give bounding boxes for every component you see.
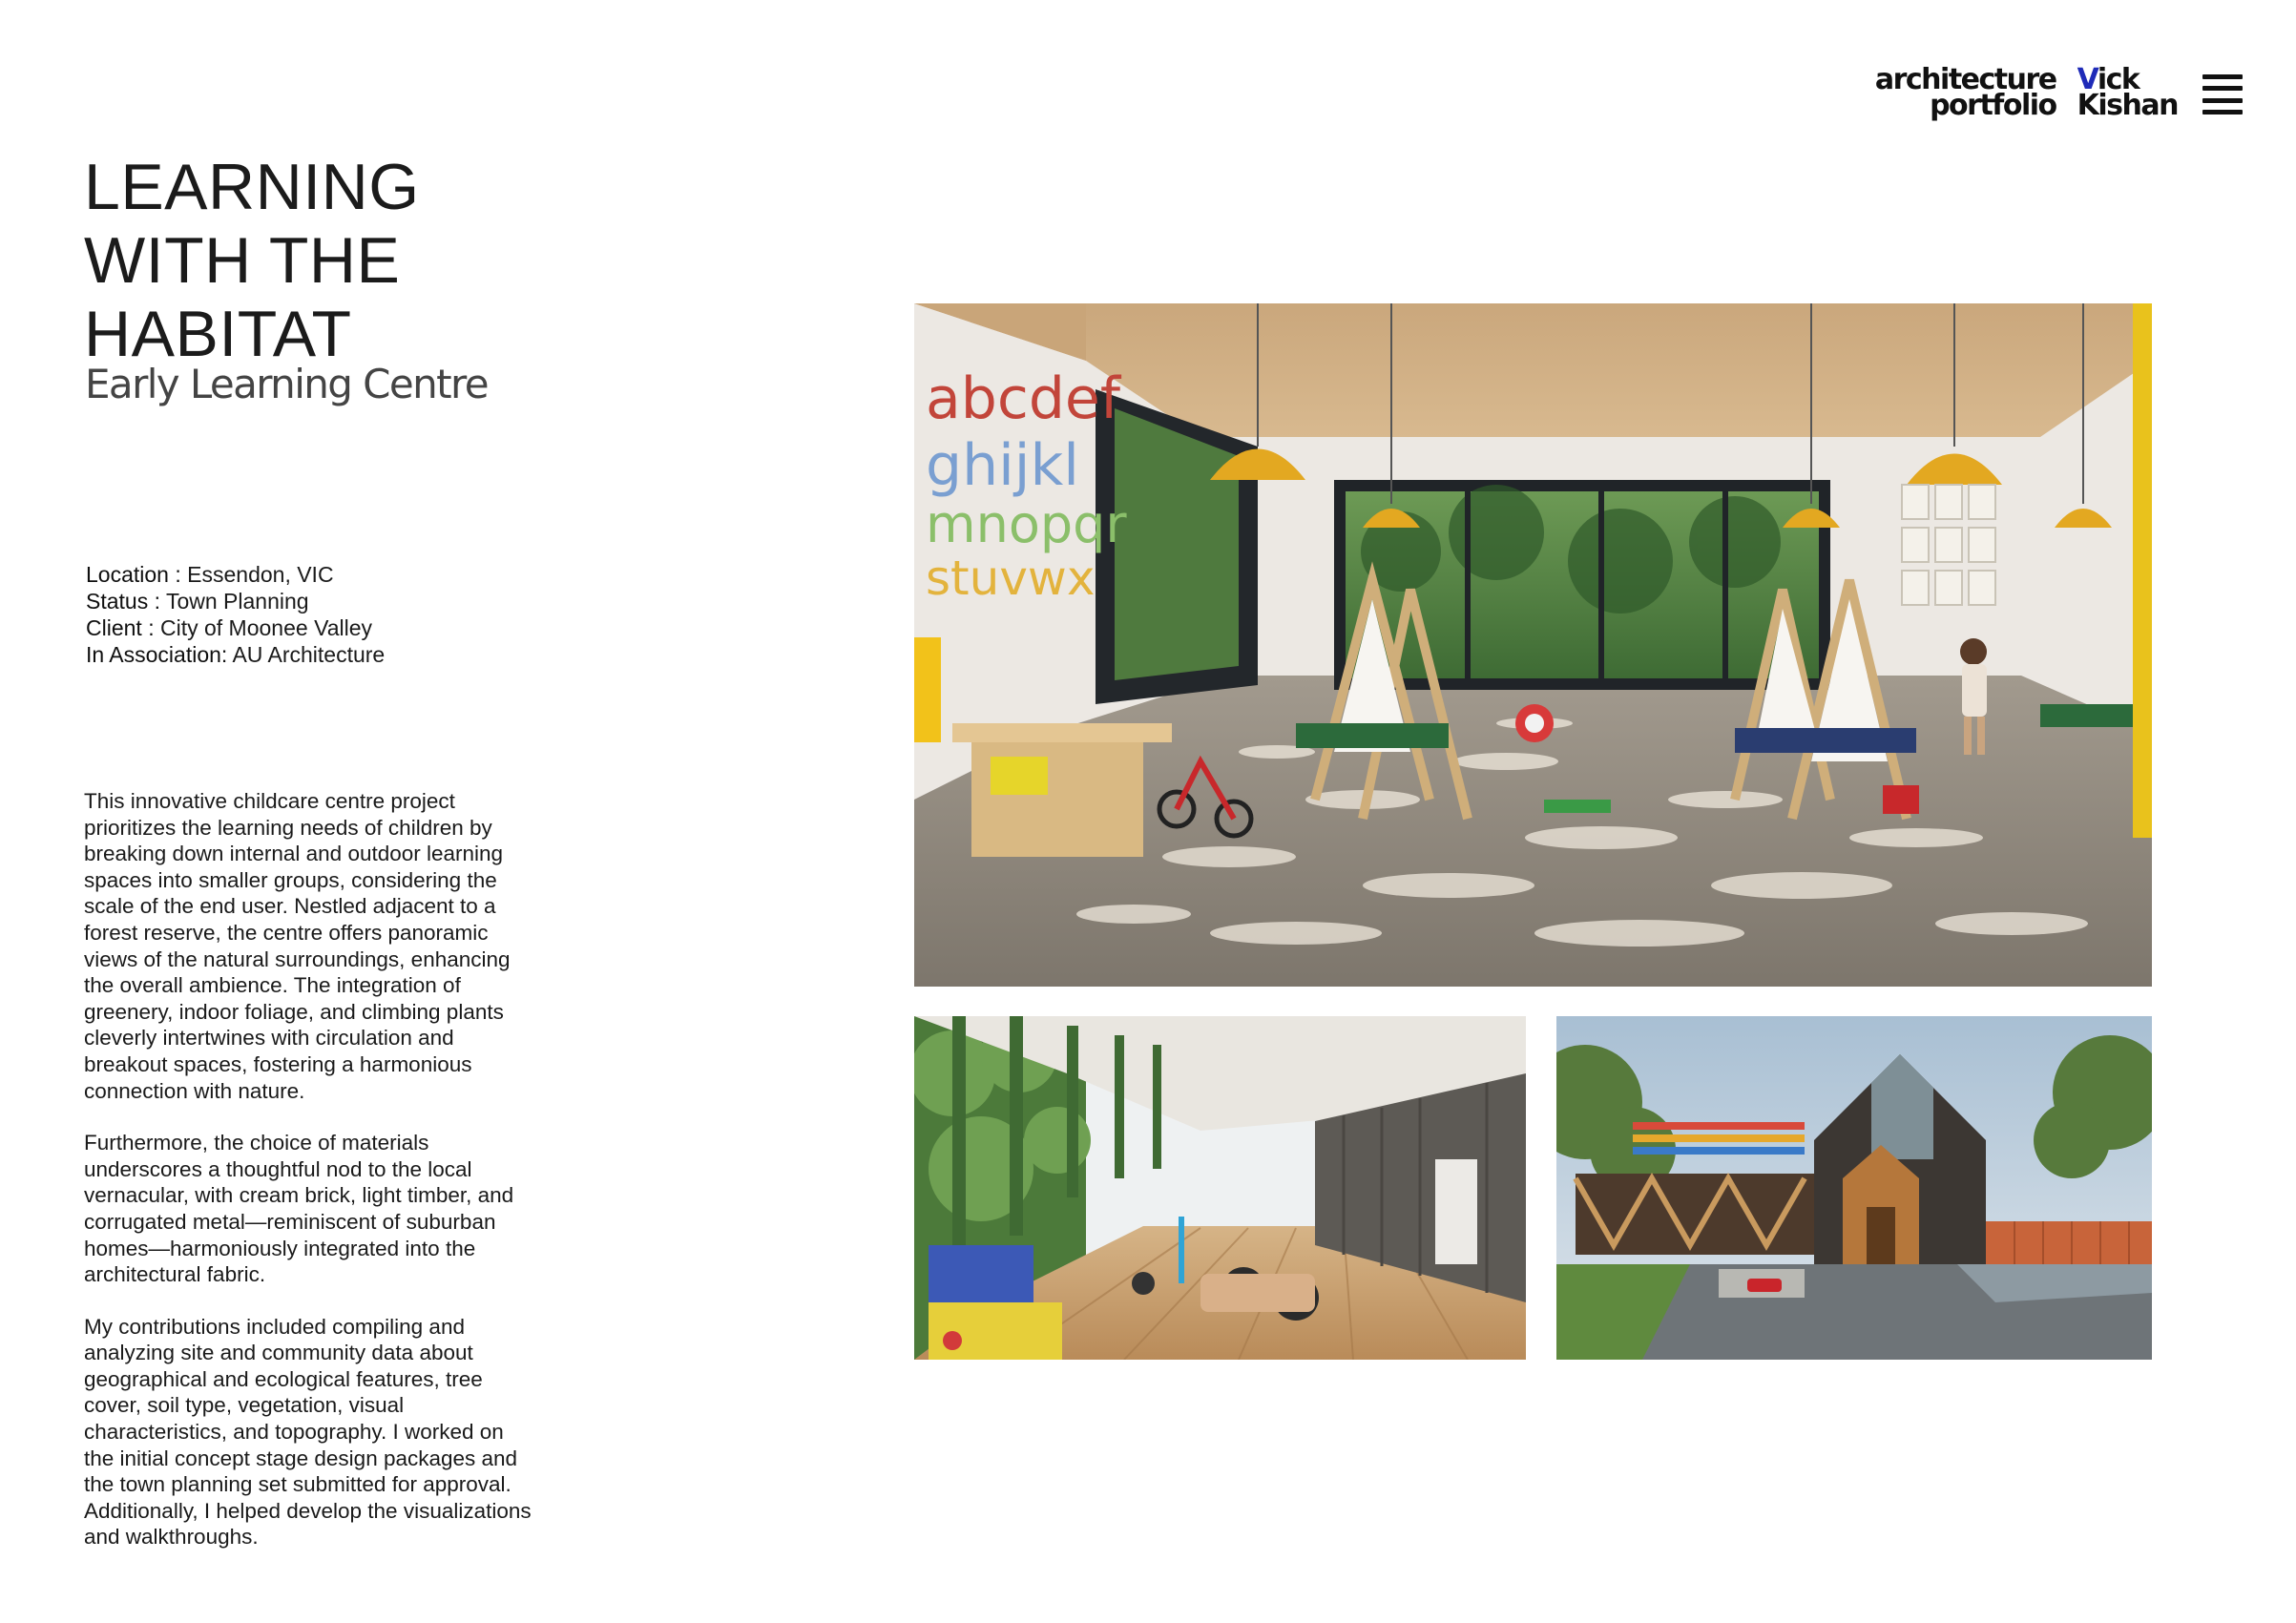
project-meta <box>86 561 385 668</box>
meta-value: AU Architecture <box>232 642 386 667</box>
interior-render-image <box>914 303 2152 987</box>
brand-last-name: Kishan <box>2077 89 2178 122</box>
wall-letters-row-2: ghijkl <box>926 432 1079 499</box>
brand-line-portfolio: portfolio <box>1930 89 2056 122</box>
description-paragraph: My contributions included compiling and analyzing site and community data about geographical and ecological features, tree cover, soil type, vegetation, visual characteristics, and topography. I worked on the initial concept stage design packages and the town planning set submitted for approval. Additionally, I helped develop the visualizations and walkthroughs. <box>84 1314 532 1550</box>
project-title-line: HABITAT <box>84 298 352 370</box>
menu-bar <box>2202 74 2243 79</box>
hamburger-menu-icon[interactable] <box>2202 74 2243 114</box>
project-title-line: LEARNING <box>84 151 420 223</box>
brand-line-architecture: architecture <box>1874 63 2056 96</box>
meta-association <box>86 641 385 668</box>
meta-status <box>86 588 385 614</box>
wall-letters-row-3: mnopqr <box>926 494 1127 554</box>
description-paragraph: This innovative childcare centre project prioritizes the learning needs of children by breaking down internal and outdoor learning spaces into smaller groups, considering the scale of the end user. Nestled adjacent to a forest reserve, the centre offers panoramic views of the natural surroundings, enhancing the overall ambience. The integration of greenery, indoor foliage, and climbing plants cleverly intertwines with circulation and breakout spaces, fostering a harmonious connection with nature. <box>84 789 511 1103</box>
brand-logo-portfolio <box>1874 63 2056 122</box>
wall-letters-row-4: stuvwx <box>926 551 1096 606</box>
brand-logo-name <box>2077 63 2178 122</box>
menu-bar <box>2202 110 2243 114</box>
meta-location <box>86 561 385 588</box>
meta-label: Location : <box>86 562 181 587</box>
meta-value: Town Planning <box>165 589 309 614</box>
brand-first-initial: V <box>2077 63 2098 96</box>
exterior-render-image <box>1556 1016 2152 1360</box>
meta-value: City of Moonee Valley <box>159 615 372 640</box>
brand-header <box>1874 63 2243 122</box>
meta-value: Essendon, VIC <box>187 562 334 587</box>
menu-bar <box>2202 86 2243 91</box>
meta-client <box>86 614 385 641</box>
project-title <box>84 151 420 371</box>
meta-label: Client : <box>86 615 155 640</box>
description-paragraph: Furthermore, the choice of materials underscores a thoughtful nod to the local vernacular, with cream brick, light timber, and corrugated metal—reminiscent of suburban homes—harmoniously integrated into the architectural fabric. <box>84 1131 514 1287</box>
exterior-render-drawing <box>1556 1016 2152 1360</box>
project-title-line: WITH THE <box>84 224 401 297</box>
menu-bar <box>2202 98 2243 103</box>
outdoor-play-render-drawing <box>914 1016 1526 1360</box>
project-subtitle: Early Learning Centre <box>85 361 488 407</box>
project-description <box>84 788 537 1576</box>
brand-first-rest: ick <box>2097 63 2139 96</box>
wall-letters-row-1: abcdef <box>926 365 1120 432</box>
outdoor-play-render-image <box>914 1016 1526 1360</box>
meta-label: Status : <box>86 589 160 614</box>
interior-render-drawing <box>914 303 2152 987</box>
meta-label: In Association: <box>86 642 228 667</box>
